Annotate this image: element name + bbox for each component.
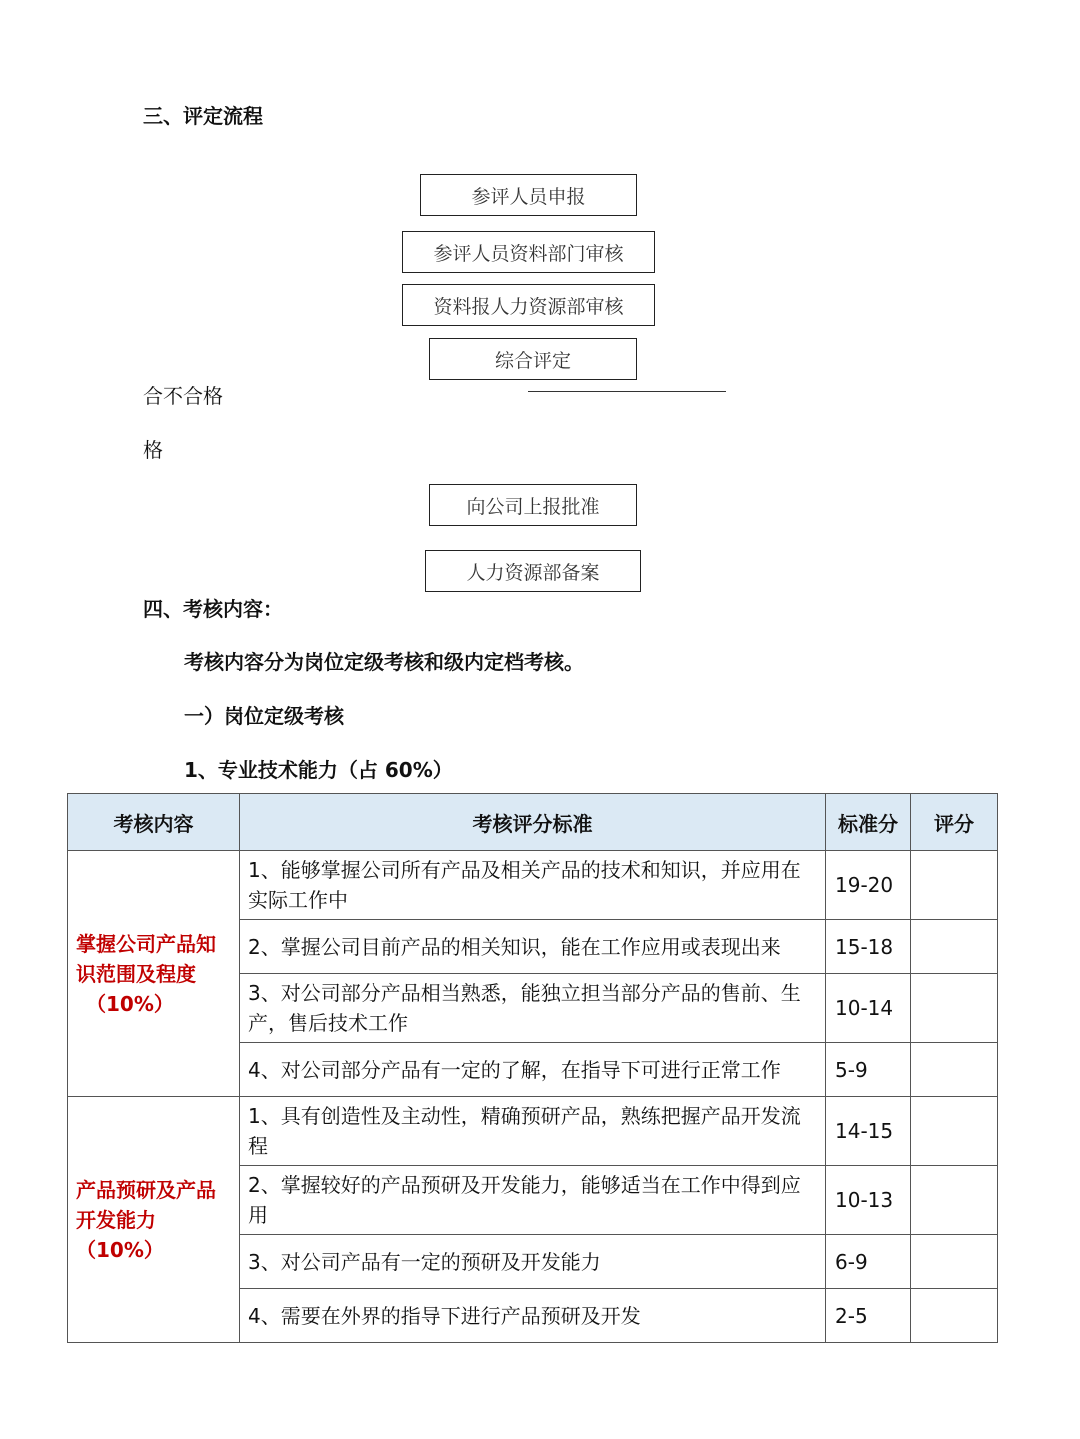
table-row bbox=[68, 851, 998, 920]
criterion-cell: 2、掌握公司目前产品的相关知识，能在工作应用或表现出来 bbox=[240, 920, 826, 974]
header-criteria: 考核评分标准 bbox=[240, 794, 826, 851]
category-percent: （10%） bbox=[86, 991, 174, 1016]
header-content: 考核内容 bbox=[68, 794, 240, 851]
standard-score-cell: 14-15 bbox=[826, 1097, 911, 1166]
criterion-cell: 3、对公司产品有一定的预研及开发能力 bbox=[240, 1235, 826, 1289]
standard-score-cell: 19-20 bbox=[826, 851, 911, 920]
score-cell[interactable] bbox=[911, 1043, 998, 1097]
category-product-development bbox=[68, 1097, 240, 1343]
flow-step-apply: 参评人员申报 bbox=[420, 174, 637, 216]
category-percent: （10%） bbox=[76, 1237, 164, 1262]
score-cell[interactable] bbox=[911, 920, 998, 974]
flow-step-report-company: 向公司上报批准 bbox=[429, 484, 637, 526]
assessment-table bbox=[67, 793, 998, 1343]
table-row bbox=[68, 1097, 998, 1166]
flow-connector-line bbox=[528, 391, 726, 392]
score-cell[interactable] bbox=[911, 1289, 998, 1343]
category-name bbox=[76, 1175, 231, 1265]
section4-sub1: 一）岗位定级考核 bbox=[184, 704, 344, 728]
standard-score-cell: 6-9 bbox=[826, 1235, 911, 1289]
category-name: 掌握公司产品知识范围及程度 bbox=[76, 931, 216, 986]
standard-score-cell: 15-18 bbox=[826, 920, 911, 974]
standard-score-cell: 10-13 bbox=[826, 1166, 911, 1235]
flow-side-label-fragment: 格 bbox=[143, 438, 163, 462]
section4-intro: 考核内容分为岗位定级考核和级内定档考核。 bbox=[184, 650, 584, 674]
criterion-cell: 1、具有创造性及主动性，精确预研产品，熟练把握产品开发流程 bbox=[240, 1097, 826, 1166]
section4-item1: 1、专业技术能力（占 60%） bbox=[184, 758, 453, 782]
flow-step-hr-review: 资料报人力资源部审核 bbox=[402, 284, 655, 326]
standard-score-cell: 5-9 bbox=[826, 1043, 911, 1097]
score-cell[interactable] bbox=[911, 1097, 998, 1166]
header-score: 评分 bbox=[911, 794, 998, 851]
flow-step-evaluation: 综合评定 bbox=[429, 338, 637, 380]
category-product-knowledge bbox=[68, 851, 240, 1097]
score-cell[interactable] bbox=[911, 851, 998, 920]
criterion-cell: 2、掌握较好的产品预研及开发能力，能够适当在工作中得到应用 bbox=[240, 1166, 826, 1235]
criterion-cell: 3、对公司部分产品相当熟悉，能独立担当部分产品的售前、生产，售后技术工作 bbox=[240, 974, 826, 1043]
standard-score-cell: 10-14 bbox=[826, 974, 911, 1043]
header-standard-score: 标准分 bbox=[826, 794, 911, 851]
criterion-cell: 4、需要在外界的指导下进行产品预研及开发 bbox=[240, 1289, 826, 1343]
score-cell[interactable] bbox=[911, 1166, 998, 1235]
score-cell[interactable] bbox=[911, 974, 998, 1043]
section4-title: 四、考核内容： bbox=[143, 597, 283, 621]
criterion-cell: 1、能够掌握公司所有产品及相关产品的技术和知识，并应用在实际工作中 bbox=[240, 851, 826, 920]
section3-title: 三、评定流程 bbox=[143, 104, 263, 128]
flow-step-hr-record: 人力资源部备案 bbox=[425, 550, 641, 592]
standard-score-cell: 2-5 bbox=[826, 1289, 911, 1343]
score-cell[interactable] bbox=[911, 1235, 998, 1289]
category-name-text: 产品预研及产品开发能力 bbox=[76, 1177, 216, 1232]
flow-step-dept-review: 参评人员资料部门审核 bbox=[402, 231, 655, 273]
flow-side-label-qualified: 合不合格 bbox=[143, 384, 223, 408]
table-header-row bbox=[68, 794, 998, 851]
criterion-cell: 4、对公司部分产品有一定的了解，在指导下可进行正常工作 bbox=[240, 1043, 826, 1097]
